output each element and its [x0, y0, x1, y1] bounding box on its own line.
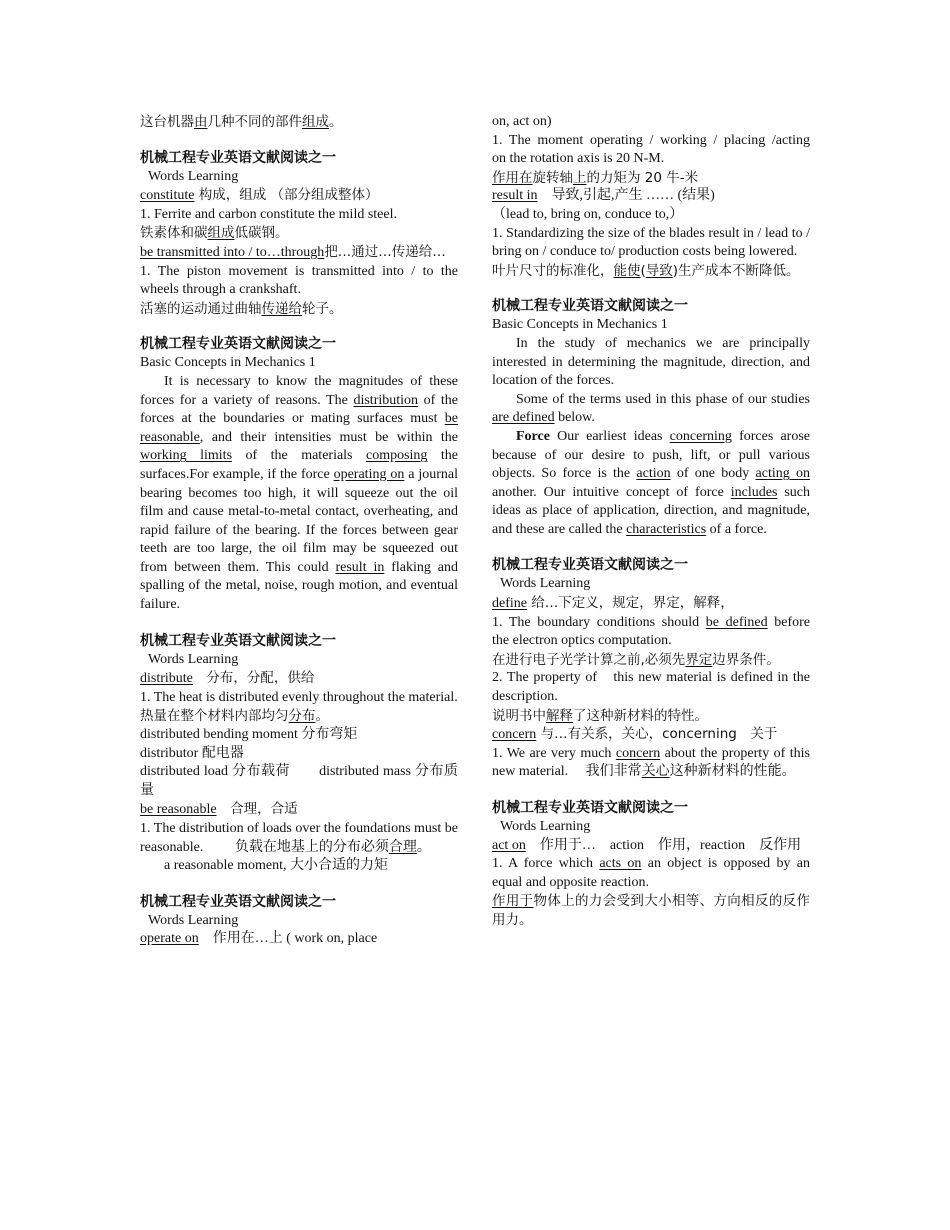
synonyms: （lead to, bring on, conduce to,）	[492, 206, 684, 222]
definition: 合理，合适	[216, 801, 298, 818]
definition: 构成，组成 （部分组成整体）	[194, 187, 379, 204]
underlined-term: 合理	[388, 839, 417, 855]
underlined-term: 作用在	[492, 169, 533, 186]
right-column	[492, 113, 824, 930]
text: before the electron optics computation.	[492, 614, 824, 649]
underlined-term: result in	[335, 559, 385, 575]
text: 在进行电子光学计算之前,必须先	[492, 651, 686, 668]
text: about the property of this new material. 我们非常	[492, 745, 810, 780]
vocab-term	[140, 669, 458, 689]
underlined-term: 解释	[546, 707, 573, 724]
text: 1. A force which	[492, 856, 600, 872]
example-sentence: 1. The heat is distributed evenly throughout the material.	[140, 689, 458, 705]
underlined-term: operating on	[333, 466, 405, 482]
section-heading: 机械工程专业英语文献阅读之一	[492, 800, 688, 816]
text: Some of the terms used in this phase of our studies	[516, 391, 810, 407]
text: 了这种新材料的特性。	[573, 707, 708, 724]
example-sentence: 1. Standardizing the size of the blades result in / lead to / bring on / conduce to/ production costs being lowered.	[492, 225, 810, 260]
example-translation	[492, 169, 810, 188]
left-column	[140, 113, 458, 949]
vocab-term	[492, 837, 810, 856]
example-sentence: 2. The property of this new material is defined in the description.	[492, 670, 810, 705]
term: be reasonable	[140, 802, 217, 818]
example-sentence	[492, 855, 810, 892]
underlined-term: 作用于	[492, 893, 534, 910]
underlined-term: 传递给	[261, 300, 302, 317]
underlined-term: be reasonable	[140, 411, 458, 445]
example-sentence: 1. The piston movement is transmitted into / to the wheels through a crankshaft.	[140, 263, 458, 298]
underlined-term: acts on	[599, 856, 642, 872]
underlined-term: 组成	[207, 225, 235, 242]
text: 叶片尺寸的标准化，	[492, 262, 614, 279]
text: (	[640, 262, 646, 279]
section-subheading: Words Learning	[500, 576, 591, 592]
reading-paragraph	[140, 373, 458, 615]
vocab-term	[140, 800, 458, 820]
underlined-term: be defined	[705, 614, 768, 630]
underlined-term: action	[636, 466, 671, 482]
text: the surfaces.For example, if the force	[140, 448, 459, 482]
example-translation	[140, 224, 458, 243]
text: 1. We are very much	[492, 745, 616, 761]
vocab-term	[492, 725, 810, 745]
text: of a force.	[706, 521, 767, 537]
underlined-term: concerning	[669, 428, 732, 444]
text: a journal bearing becomes too high, it will squeeze out the oil film and cause metal-to-metal contact, overheating, and rapid failure of the bearing. If the forces between gear teeth are too large, the oil film may be squeezed out from between them. This could	[140, 466, 459, 575]
underlined-term: concern	[615, 745, 661, 761]
text: 热量在整个材料内部均匀	[140, 708, 289, 725]
text: 低碳钢。	[234, 225, 289, 242]
example-sentence: 1. The moment operating / working / placing /acting on the rotation axis is 20 N-M.	[492, 132, 824, 167]
underlined-term: 组成	[302, 114, 329, 130]
text: It is necessary to know the magnitudes of these forces for a variety of reasons. The	[140, 373, 458, 408]
section-subheading: Words Learning	[148, 168, 239, 184]
underlined-term: 由	[194, 114, 208, 130]
term: act on	[492, 837, 526, 853]
underlined-term: composing	[365, 448, 428, 464]
text: another. Our intuitive concept of force	[492, 484, 731, 500]
text: 的力矩为 20 牛-米	[586, 169, 699, 186]
example-translation	[492, 892, 810, 929]
section-subheading: Words Learning	[500, 819, 591, 834]
underlined-term: 界定	[685, 651, 713, 668]
example-translation	[140, 707, 458, 726]
text: 1. The boundary conditions should	[492, 614, 706, 630]
definition-continued: on, act on)	[492, 114, 552, 129]
text: , and their intensities must be within the	[199, 429, 458, 445]
underlined-term: characteristics	[626, 521, 707, 537]
definition: 与…有关系，关心，concerning 关于	[536, 726, 778, 743]
text: 铁素体和碳	[140, 225, 208, 242]
text: 这台机器	[140, 114, 194, 130]
definition: 给…下定义，规定，界定，解释，	[526, 595, 734, 612]
intro-line	[140, 113, 458, 132]
underlined-term: includes	[730, 484, 778, 500]
text: 物体上的力会受到大小相等、方向相反的反作用力。	[492, 893, 811, 928]
underlined-term: 分布	[288, 708, 316, 725]
text: 1. The distribution of loads over the foundations must be reasonable. 负载在地基上的分布必须	[140, 821, 458, 855]
underlined-term: distribution	[353, 392, 419, 408]
section-subheading: Basic Concepts in Mechanics 1	[492, 317, 668, 333]
phrase: distributed load 分布载荷 distributed mass 分布质量	[140, 764, 458, 798]
definition: 作用于… action 作用，reaction 反作用	[525, 837, 802, 853]
vocab-term	[140, 930, 458, 949]
text: )生产成本不断降低。	[672, 262, 800, 279]
text: 。	[315, 708, 329, 725]
text: such ideas as place of application, direction, and magnitude, and these are called the	[492, 484, 810, 537]
text: 这种新材料的性能。	[669, 764, 796, 780]
text: 几种不同的部件	[207, 114, 302, 130]
text: 说明书中	[492, 707, 546, 724]
term: constitute	[140, 188, 195, 204]
example-translation	[492, 262, 810, 281]
phrase: a reasonable moment, 大小合适的力矩	[164, 858, 388, 874]
example-translation	[140, 300, 458, 319]
text: below.	[554, 410, 595, 426]
text: Our earliest ideas	[549, 428, 670, 444]
reading-paragraph	[492, 391, 810, 428]
text: 。	[416, 839, 431, 855]
text: an object is opposed by an equal and opposite reaction.	[492, 856, 810, 890]
term: distribute	[140, 671, 193, 687]
example-sentence	[140, 820, 458, 857]
section-heading: 机械工程专业英语文献阅读之一	[492, 298, 688, 315]
underlined-term: working limits	[140, 448, 233, 464]
text: 边界条件。	[712, 651, 780, 668]
definition: 把…通过…传递给…	[324, 243, 446, 260]
term: concern	[492, 727, 537, 743]
term: be transmitted into / to…through	[140, 244, 325, 260]
vocab-term	[140, 243, 458, 263]
definition: 作用在…上 ( work on, place	[198, 931, 378, 947]
underlined-term: 能使	[613, 262, 641, 279]
text: 轮子。	[302, 300, 343, 317]
section-subheading: Basic Concepts in Mechanics 1	[140, 355, 316, 371]
section-heading: 机械工程专业英语文献阅读之一	[140, 336, 336, 353]
section-heading: 机械工程专业英语文献阅读之一	[140, 893, 336, 910]
reading-paragraph: In the study of mechanics we are principally interested in determining the magnitude, direction, and location of the forces.	[492, 335, 810, 389]
phrase: distributor 配电器	[140, 745, 244, 761]
text: flaking and spalling of the metal, noise, rough motion, and eventual failure.	[140, 559, 458, 613]
definition: 分布，分配，供给	[192, 670, 315, 687]
example-sentence	[492, 745, 810, 782]
example-translation	[492, 651, 810, 670]
underlined-term: 上	[573, 169, 587, 186]
text: of one body	[670, 466, 756, 482]
section-heading: 机械工程专业英语文献阅读之一	[140, 149, 336, 166]
text: 。	[329, 114, 343, 130]
text: 旋转轴	[532, 169, 573, 186]
underlined-term: 关心	[641, 764, 670, 780]
reading-paragraph	[492, 428, 810, 540]
term: result in	[492, 188, 538, 204]
term: define	[492, 596, 527, 612]
example-sentence: 1. Ferrite and carbon constitute the mild steel.	[140, 206, 397, 222]
text: forces arose because of our desire to push, lift, or pull various objects. So force is the	[492, 428, 810, 482]
section-subheading: Words Learning	[148, 651, 239, 667]
section-heading: 机械工程专业英语文献阅读之一	[492, 557, 688, 574]
text: of the forces at the boundaries or mating surfaces must	[140, 392, 458, 427]
text: 活塞的运动通过曲轴	[140, 300, 262, 317]
definition: 导致,引起,产生 …… (结果)	[537, 188, 715, 204]
vocab-term	[140, 186, 458, 206]
underlined-term: acting on	[755, 466, 810, 482]
text: of the materials	[232, 448, 366, 464]
section-heading: 机械工程专业英语文献阅读之一	[140, 632, 336, 649]
bold-term: Force	[516, 428, 550, 444]
example-sentence	[492, 614, 824, 651]
underlined-term: are defined	[492, 410, 555, 426]
vocab-term	[492, 594, 810, 614]
term: operate on	[140, 931, 199, 947]
section-subheading: Words Learning	[148, 912, 239, 928]
phrase: distributed bending moment 分布弯矩	[140, 727, 358, 743]
underlined-term: 导致	[645, 262, 673, 279]
example-translation	[492, 707, 810, 726]
vocab-term	[492, 187, 810, 206]
